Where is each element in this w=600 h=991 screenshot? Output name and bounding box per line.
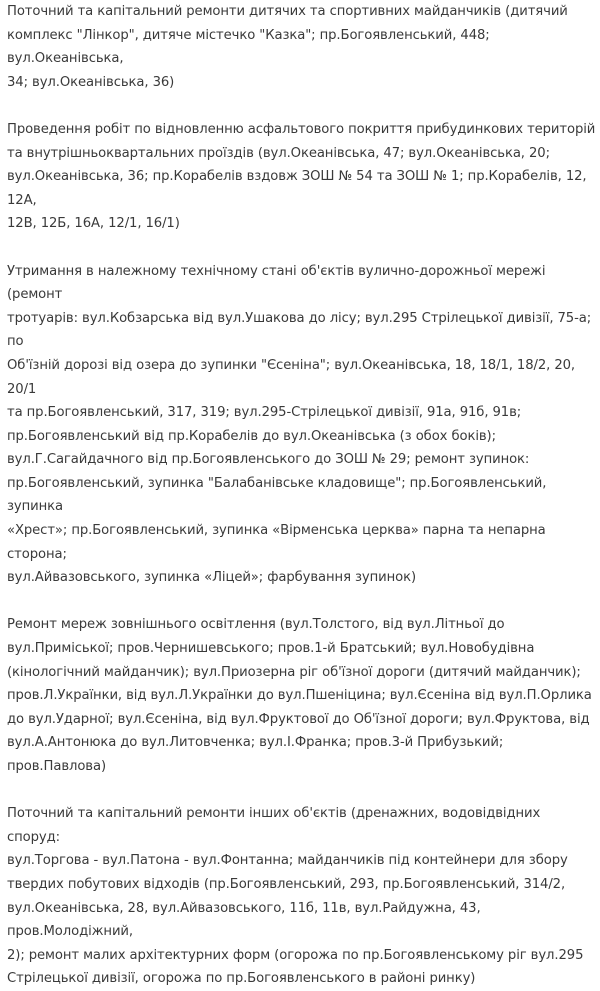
paragraph-playgrounds-repair: Поточний та капітальний ремонти дитячих та спортивних майданчиків (дитячий комплекс "Лінкор", дитяче містечко "Казка"; пр.Богоявленський, 448; вул.Океанівська, 34; вул.Океанівська, 36) bbox=[7, 4, 568, 90]
paragraph-other-objects-repair: Поточний та капітальний ремонти інших об'єктів (дренажних, водовідвідних споруд: вул.Торгова - вул.Патона - вул.Фонтанна; майданчиків під контейнери для збору твердих побутових відходів (пр.Богоявленський, 293, пр.Богоявленський, 314/2, вул.Океанівська, 28, вул.Айвазовського, 11б, 11в, вул.Райдужна, 43, пров.Молодіжний, 2); ремонт малих архітектурних форм (огорожа по пр.Богоявленському ріг вул.295 Стрілецької дивізії, огорожа по пр.Богоявленського в районі ринку) bbox=[7, 806, 584, 987]
paragraph-gap bbox=[7, 590, 597, 614]
paragraph-asphalt-restoration: Проведення робіт по відновленню асфальтового покриття прибудинкових територій та внутрішньоквартальних проїздів (вул.Океанівська, 47; вул.Океанівська, 20; вул.Океанівська, 36; пр.Корабелів вздовж ЗОШ № 54 та ЗОШ № 1; пр.Корабелів, 12, 12А, 12В, 12Б, 16А, 12/1, 16/1) bbox=[7, 121, 596, 232]
document-body bbox=[7, 0, 597, 991]
paragraph-gap bbox=[7, 236, 597, 260]
paragraph-street-lighting-repair: Ремонт мереж зовнішнього освітлення (вул.Толстого, від вул.Літньої до вул.Приміської; пров.Чернишевського; пров.1-й Братський; вул.Новобудівна (кінологічний майданчик); вул.Приозерна ріг об'їзної дороги (дитячий майданчик); пров.Л.Українки, від вул.Л.Українки до вул.Пшеніцина; вул.Єсеніна від вул.П.Орлика до вул.Ударної; вул.Єсеніна, від вул.Фруктової до Об'їзної дороги; вул.Фруктова, від вул.А.Антонюка до вул.Литовченка; вул.І.Франка; пров.3-й Прибузький; пров.Павлова) bbox=[7, 617, 592, 774]
paragraph-gap bbox=[7, 779, 597, 803]
paragraph-road-network-maintenance: Утримання в належному технічному стані об'єктів вулично-дорожньої мережі (ремонт тротуарів: вул.Кобзарська від вул.Ушакова до лісу; вул.295 Стрілецької дивізії, 75-а; по Об'їзній дорозі від озера до зупинки "Єсеніна"; вул.Океанівська, 18, 18/1, 18/2, 20, 20/1 та пр.Богоявленський, 317, 319; вул.295-Стрілецької дивізії, 91а, 91б, 91в; пр.Богоявленський від пр.Корабелів до вул.Океанівська (з обох боків); вул.Г.Сагайдачного від пр.Богоявленського до ЗОШ № 29; ремонт зупинок: пр.Богоявленський, зупинка "Балабанівське кладовище"; пр.Богоявленський, зупинка «Хрест»; пр.Богоявленський, зупинка «Вірменська церква» парна та непарна сторона; вул.Айвазовського, зупинка «Ліцей»; фарбування зупинок) bbox=[7, 263, 592, 586]
paragraph-gap bbox=[7, 94, 597, 118]
